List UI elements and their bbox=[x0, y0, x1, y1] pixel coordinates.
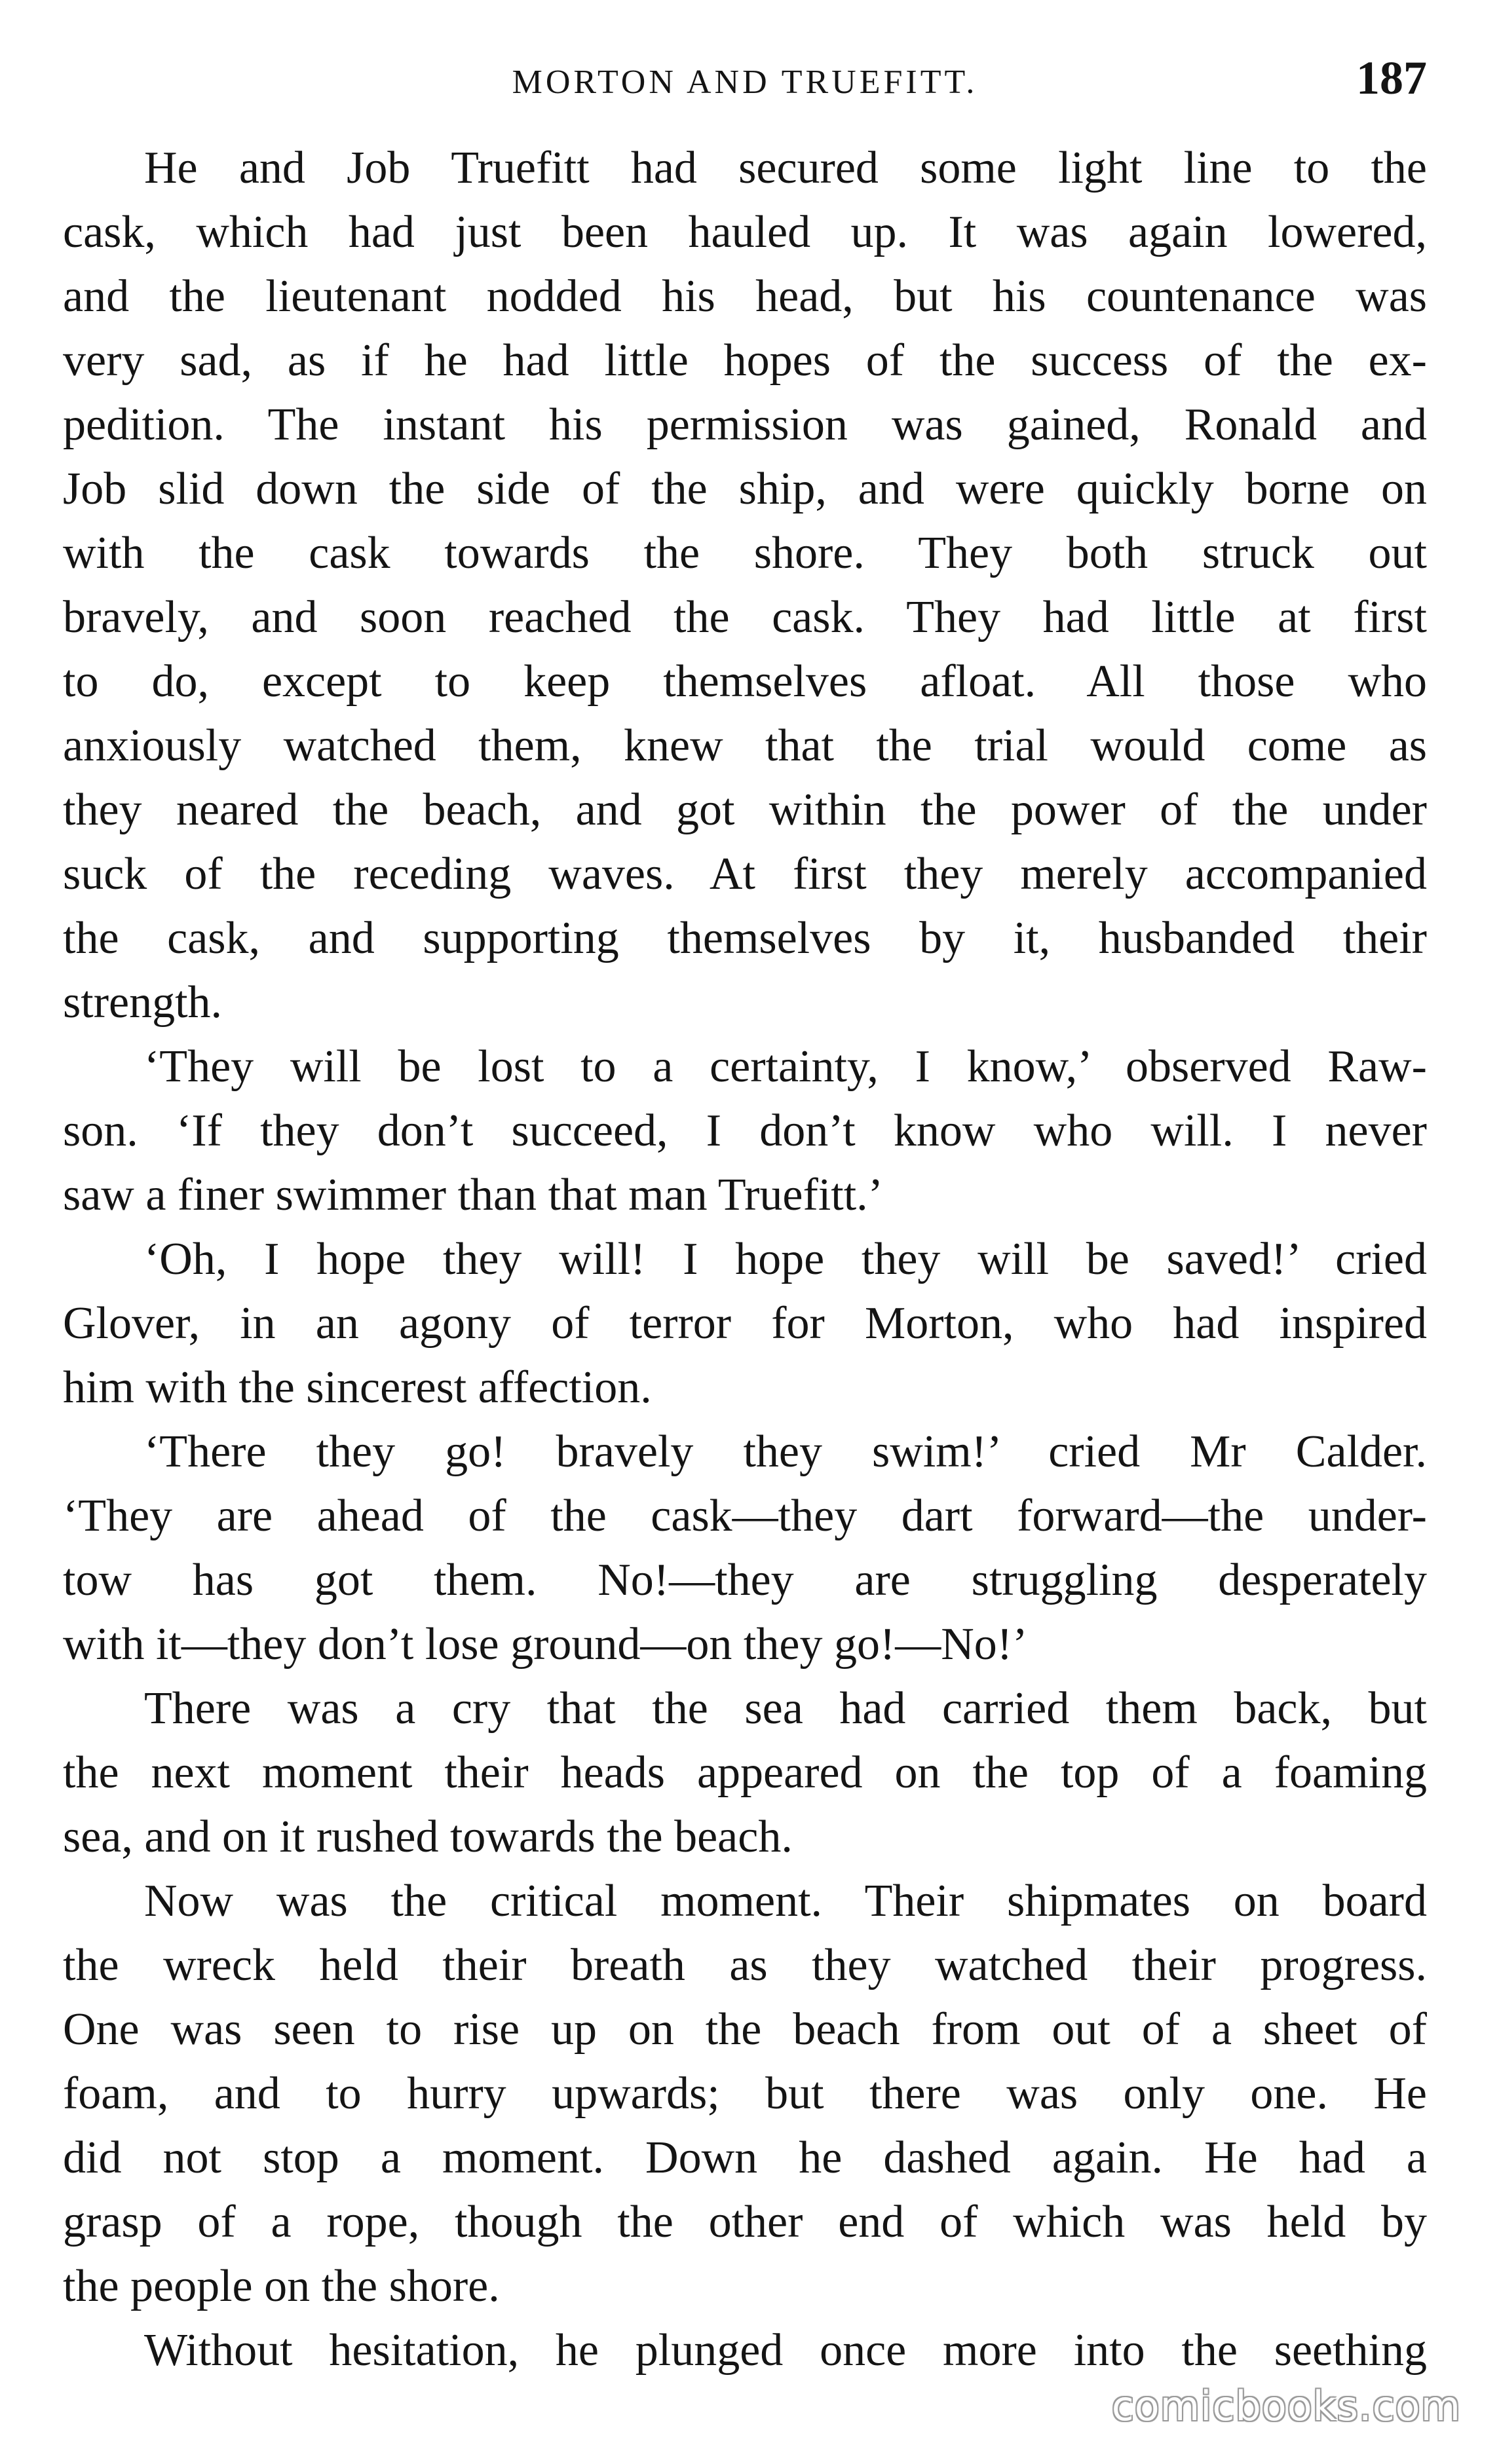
text-line: Job slid down the side of the ship, and were quickly borne on bbox=[63, 464, 1427, 514]
text-line: Without hesitation, he plunged once more into the seething bbox=[144, 2325, 1427, 2376]
running-head bbox=[63, 51, 1427, 110]
text-line: the people on the shore. bbox=[63, 2261, 500, 2311]
text-line: suck of the receding waves. At first they merely accompanied bbox=[63, 849, 1427, 899]
text-line: Glover, in an agony of terror for Morton, who had inspired bbox=[63, 1298, 1427, 1349]
text-line: One was seen to rise up on the beach from out of a sheet of bbox=[63, 2004, 1427, 2055]
text-line: anxiously watched them, knew that the trial would come as bbox=[63, 720, 1427, 771]
text-line: with it—they don’t lose ground—on they go!—No!’ bbox=[63, 1619, 1028, 1670]
text-line: the wreck held their breath as they watched their progress. bbox=[63, 1940, 1427, 1990]
text-line: the cask, and supporting themselves by it, husbanded their bbox=[63, 913, 1427, 963]
text-line: strength. bbox=[63, 977, 223, 1028]
page-number: 187 bbox=[1356, 52, 1427, 104]
text-line: they neared the beach, and got within the power of the under bbox=[63, 785, 1427, 835]
text-line: him with the sincerest affection. bbox=[63, 1362, 652, 1413]
text-line: ‘There they go! bravely they swim!’ cried Mr Calder. bbox=[144, 1427, 1427, 1477]
text-line: ‘Oh, I hope they will! I hope they will be saved!’ cried bbox=[144, 1234, 1427, 1284]
text-line: tow has got them. No!—they are struggling desperately bbox=[63, 1555, 1427, 1605]
text-line: grasp of a rope, though the other end of which was held by bbox=[63, 2197, 1427, 2247]
text-line: Now was the critical moment. Their shipmates on board bbox=[144, 1876, 1427, 1926]
text-line: cask, which had just been hauled up. It was again lowered, bbox=[63, 207, 1427, 257]
text-line: ‘They will be lost to a certainty, I know,’ observed Raw- bbox=[144, 1041, 1427, 1092]
text-line: the next moment their heads appeared on the top of a foaming bbox=[63, 1747, 1427, 1798]
text-line: There was a cry that the sea had carried them back, but bbox=[144, 1683, 1427, 1734]
text-line: pedition. The instant his permission was gained, Ronald and bbox=[63, 400, 1427, 450]
text-line: with the cask towards the shore. They both struck out bbox=[63, 528, 1427, 578]
text-line: sea, and on it rushed towards the beach. bbox=[63, 1812, 793, 1862]
running-title: MORTON AND TRUEFITT. bbox=[512, 64, 978, 101]
text-line: bravely, and soon reached the cask. They had little at first bbox=[63, 592, 1427, 643]
text-line: foam, and to hurry upwards; but there was only one. He bbox=[63, 2068, 1427, 2119]
watermark-logo: comicbooks.com bbox=[1111, 2382, 1461, 2430]
text-line: son. ‘If they don’t succeed, I don’t know who will. I never bbox=[63, 1106, 1427, 1156]
text-line: to do, except to keep themselves afloat. All those who bbox=[63, 656, 1427, 707]
text-line: and the lieutenant nodded his head, but his countenance was bbox=[63, 271, 1427, 322]
text-line: saw a finer swimmer than that man Truefitt.’ bbox=[63, 1170, 883, 1220]
text-line: ‘They are ahead of the cask—they dart forward—the under- bbox=[63, 1491, 1427, 1541]
text-line: very sad, as if he had little hopes of the success of the ex- bbox=[63, 335, 1427, 386]
text-line: did not stop a moment. Down he dashed again. He had a bbox=[63, 2133, 1427, 2183]
body-text bbox=[63, 136, 1427, 2383]
text-line: He and Job Truefitt had secured some light line to the bbox=[144, 143, 1427, 193]
